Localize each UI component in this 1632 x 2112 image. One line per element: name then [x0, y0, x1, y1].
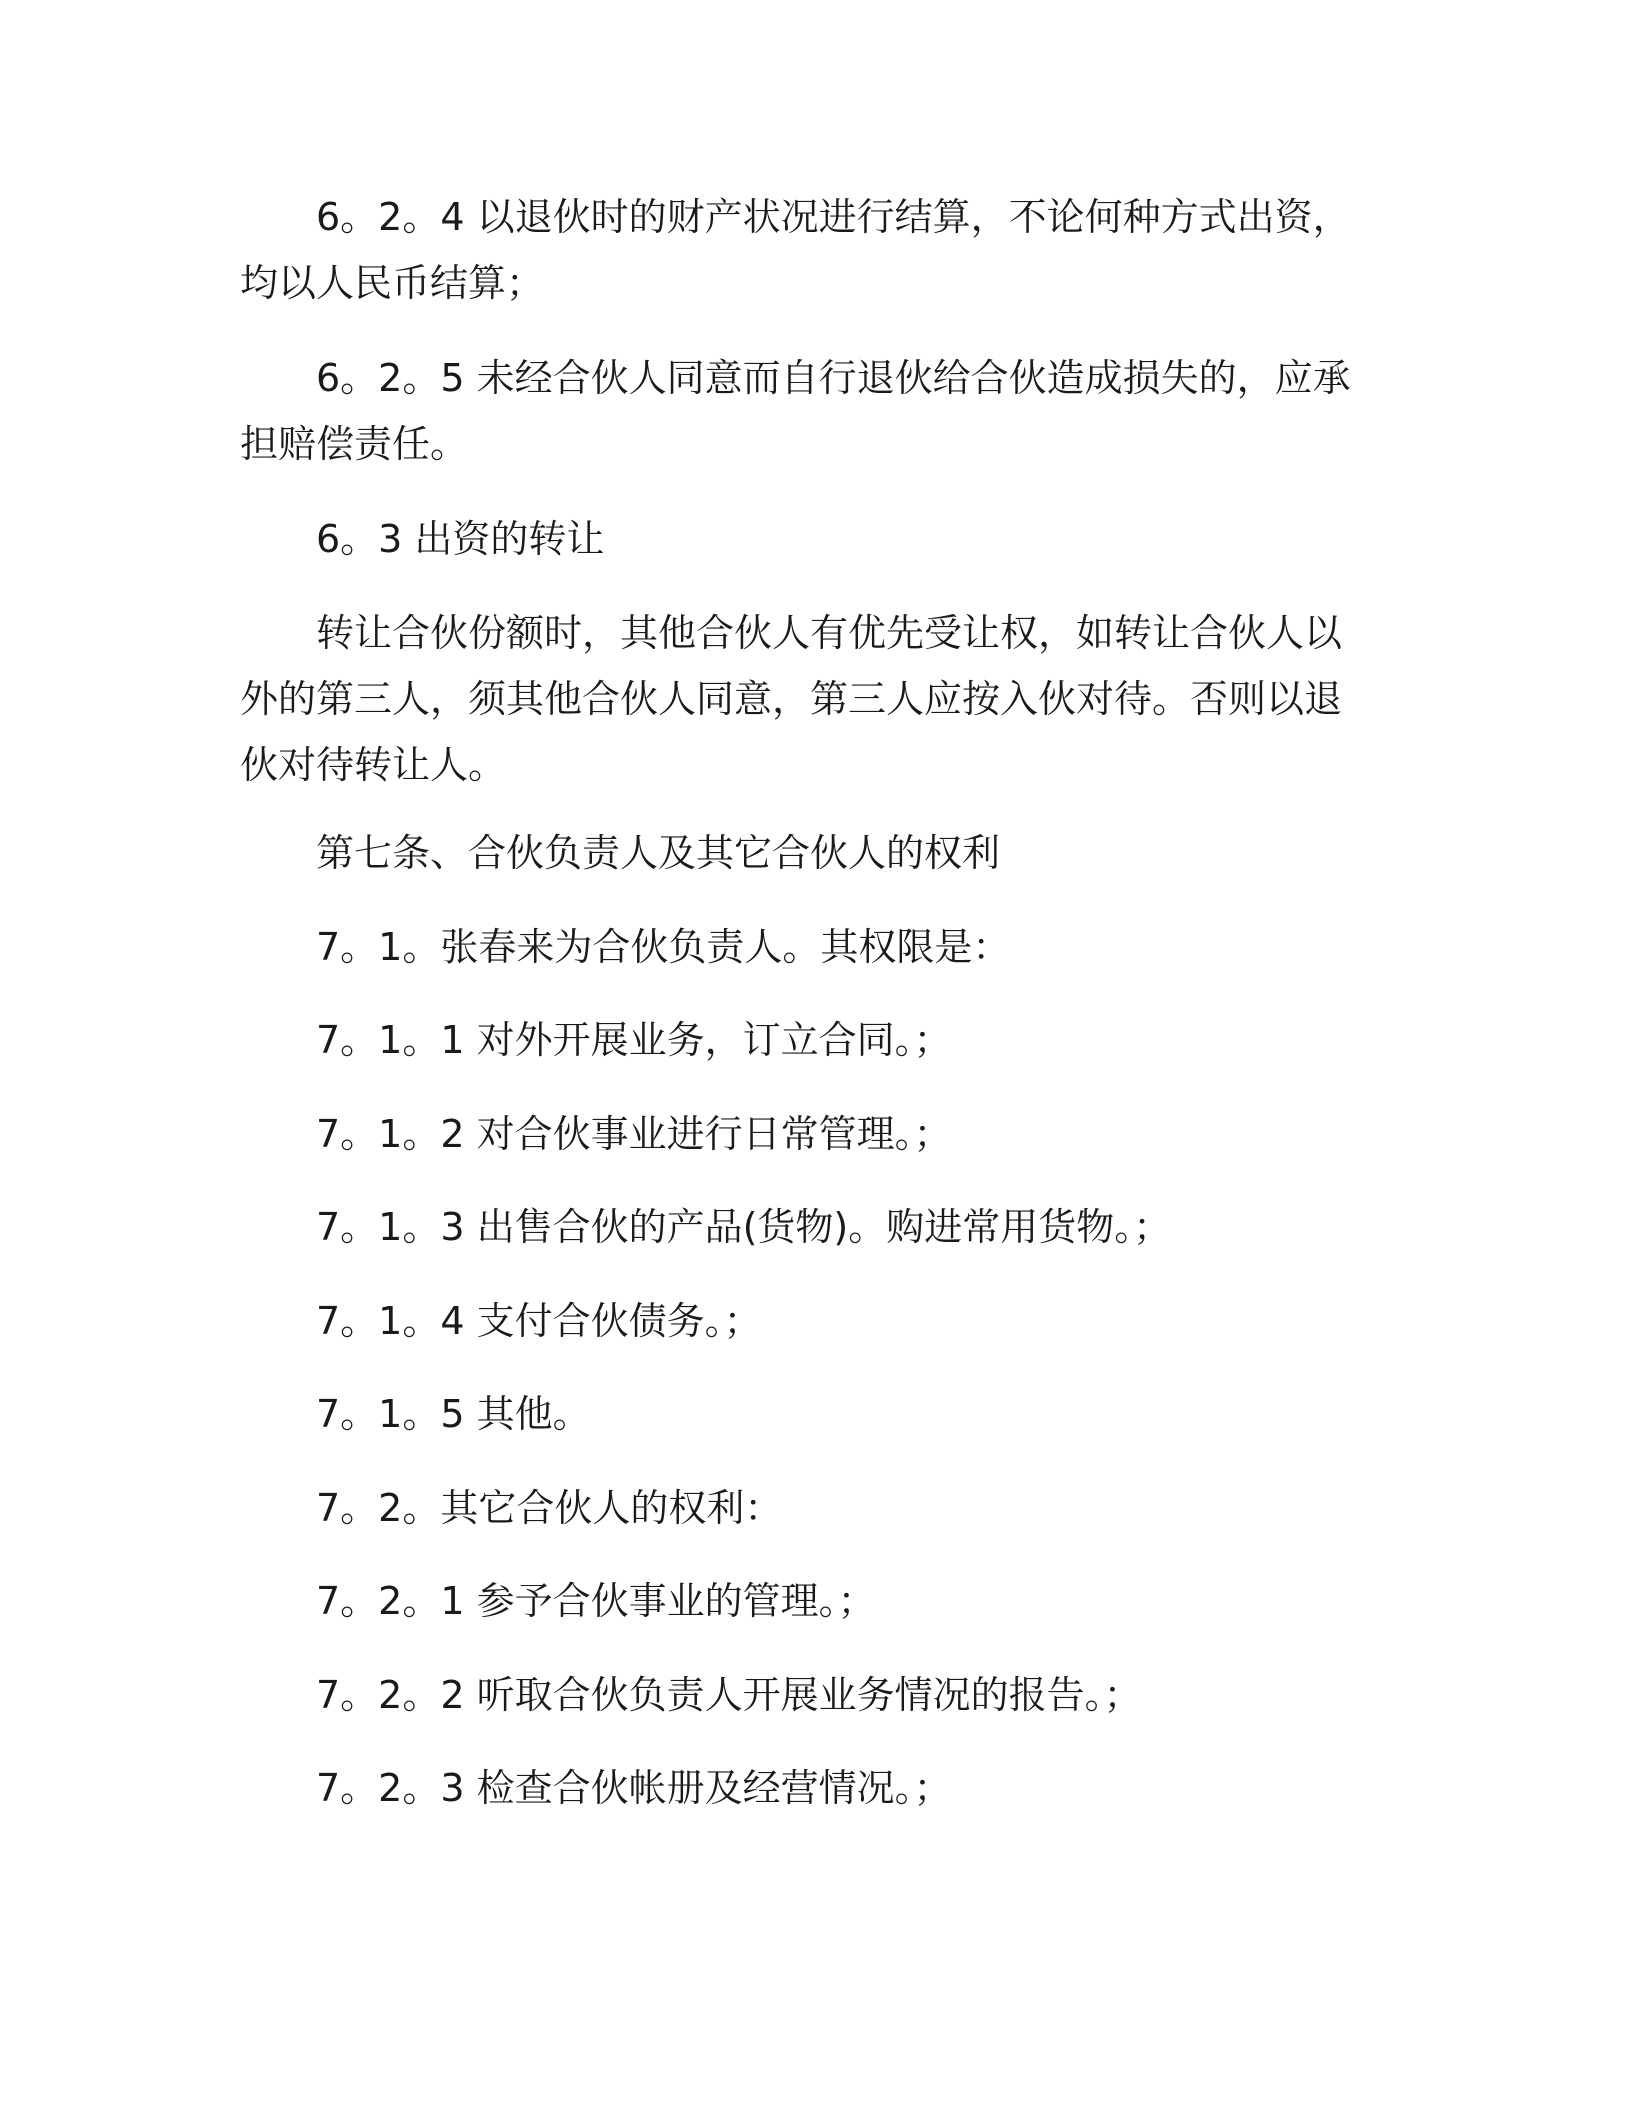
paragraph-6-2-4: 6。2。4 以退伙时的财产状况进行结算，不论何种方式出资，均以人民币结算； [240, 195, 1351, 305]
paragraph-7-2-1: 7。2。1 参予合伙事业的管理。； [316, 1579, 876, 1623]
paragraph-6-3-heading: 6。3 出资的转让 [316, 517, 605, 561]
paragraph-7-1-3: 7。1。3 出售合伙的产品(货物)。购进常用货物。； [316, 1205, 1172, 1249]
paragraph-7-1-2: 7。1。2 对合伙事业进行日常管理。； [316, 1112, 952, 1156]
paragraph-transfer-text: 转让合伙份额时，其他合伙人有优先受让权，如转让合伙人以外的第三人，须其他合伙人同意，第三人应按入伙对待。否则以退伙对待转让人。 [240, 611, 1343, 787]
paragraph-7-2-3: 7。2。3 检查合伙帐册及经营情况。； [316, 1766, 952, 1810]
paragraph-7-1-4: 7。1。4 支付合伙债务。； [316, 1299, 762, 1343]
paragraph-7-1-1: 7。1。1 对外开展业务，订立合同。； [316, 1018, 952, 1062]
paragraph-6-2-5: 6。2。5 未经合伙人同意而自行退伙给合伙造成损失的，应承担赔偿责任。 [240, 356, 1351, 466]
paragraph-7-2-2: 7。2。2 听取合伙负责人开展业务情况的报告。； [316, 1673, 1142, 1717]
paragraph-7-2: 7。2。其它合伙人的权利： [316, 1486, 783, 1530]
paragraph-7-1: 7。1。张春来为合伙负责人。其权限是： [316, 925, 1011, 969]
paragraph-7-1-5: 7。1。5 其他。 [316, 1392, 591, 1436]
article-7-heading: 第七条、合伙负责人及其它合伙人的权利 [316, 831, 1001, 875]
